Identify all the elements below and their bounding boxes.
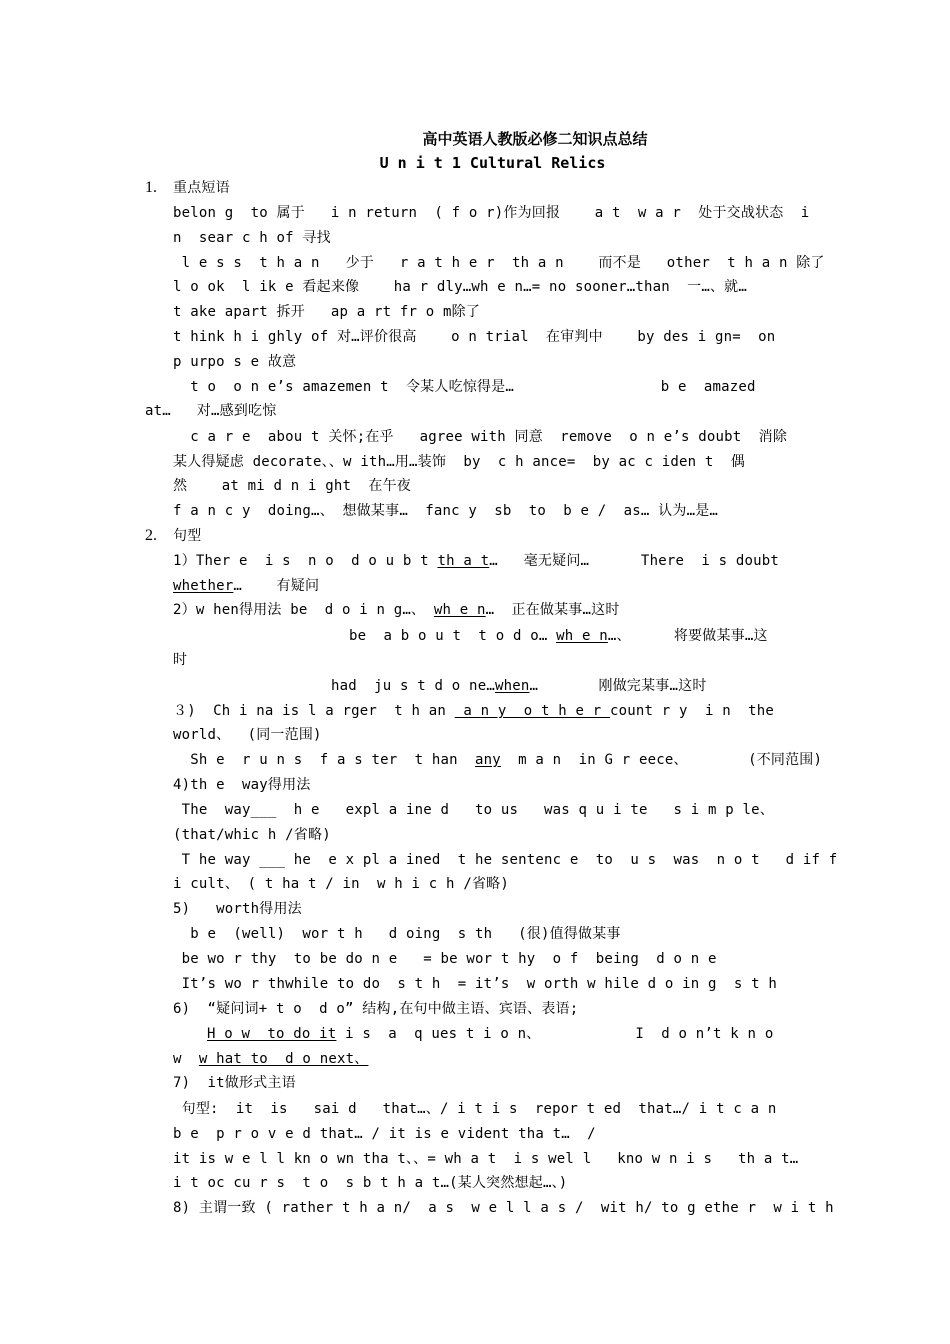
text-line: world、 (同一范围)	[173, 727, 322, 743]
text-line: b e p r o v e d that… / it is e vident tha t… /	[173, 1126, 596, 1142]
text-line: l o ok l ik e 看起来像 ha r dly…wh e n…= no sooner…than 一…、就…	[173, 279, 747, 295]
text-line: 2）w hen得用法 be d o i n g…、 wh e n… 正在做某事…这时	[173, 602, 620, 618]
text-line: f a n c y doing…、 想做某事… fanc y sb to b e / as… 认为…是…	[173, 503, 719, 519]
text-line: ３) Ch i na is l a rger t h an a n y o t h e r count r y i n the	[173, 703, 774, 719]
text-line: (that/whic h /省略)	[173, 827, 331, 843]
text-line: i cult、 ( t ha t / in w h i c h /省略)	[173, 876, 509, 892]
text-line: 7) it做形式主语	[173, 1075, 296, 1091]
text-line: t ake apart 拆开 ap a rt fr o m除了	[173, 304, 481, 320]
text-line: T he way ___ he e x pl a ined t he sentenc e to u s was n o t d if f	[173, 852, 838, 868]
text-line: 5) worth得用法	[173, 901, 302, 917]
text-line: 然 at mi d n i ght 在午夜	[173, 478, 412, 494]
text-line: had ju s t d o ne…when… 刚做完某事…这时	[331, 678, 707, 694]
section-1-number: 1.	[145, 179, 157, 196]
text-line: 句型: it is sai d that…、/ i t i s repor t ed that…/ i t c a n	[173, 1101, 777, 1117]
text-line: be wo r thy to be do n e = be wor t hy o f being d o n e	[173, 951, 717, 967]
text-line: c a r e abou t 关怀;在乎 agree with 同意 remove o n e’s doubt 消除	[173, 429, 788, 445]
text-line: w w hat to d o next、	[173, 1051, 369, 1067]
text-line: n sear c h of 寻找	[173, 230, 331, 246]
text-line: t hink h i ghly of 对…评价很高 o n trial 在审判中 by des i gn= on	[173, 329, 776, 345]
text-line: 时	[173, 652, 188, 668]
text-line: H o w to do it i s a q ues t i o n、 I d o n’t k n o	[207, 1026, 774, 1042]
text-line: b e (well) wor t h d oing s th (很)值得做某事	[173, 926, 621, 942]
text-line: it is w e l l kn o wn tha t、、= wh a t i s wel l kno w n i s th a t…	[173, 1151, 799, 1167]
text-line: be a b o u t t o d o… wh e n…、 将要做某事…这	[349, 628, 768, 644]
text-line: 4)th e way得用法	[173, 777, 311, 793]
section-1-title: 重点短语	[173, 180, 230, 196]
unit-subtitle: U n i t 1 Cultural Relics	[379, 154, 606, 172]
text-line: Sh e r u n s f a s ter t han any m a n in G r eece、 (不同范围)	[173, 752, 823, 768]
document-title: 高中英语人教版必修二知识点总结	[422, 130, 648, 148]
text-line: 8) 主谓一致 ( rather t h a n/ a s w e l l a s / wit h/ to g ethe r w i t h	[173, 1200, 834, 1216]
text-line: 6) “疑问词+ t o d o” 结构,在句中做主语、宾语、表语;	[173, 1001, 579, 1017]
text-line: i t oc cu r s t o s b t h a t…(某人突然想起…、)	[173, 1175, 568, 1191]
section-2-number: 2.	[145, 527, 157, 544]
text-line: 1）Ther e i s n o d o u b t th a t… 毫无疑问… There i s doubt	[173, 553, 779, 569]
text-line: The way___ h e expl a ine d to us was q u i te s i m p le、	[173, 802, 774, 818]
text-line: p urpo s e 故意	[173, 354, 297, 370]
text-line: l e s s t h a n 少于 r a t h e r th a n 而不是 other t h a n 除了	[173, 255, 825, 271]
section-2-title: 句型	[173, 528, 202, 544]
text-line: whether… 有疑问	[173, 578, 320, 594]
text-line: at… 对…感到吃惊	[145, 403, 277, 419]
text-line: It’s wo r thwhile to do s t h = it’s w orth w hile d o in g s t h	[173, 976, 778, 992]
text-line: 某人得疑虑 decorate、、w ith…用…装饰 by c h ance= by ac c iden t 偶	[173, 454, 746, 470]
text-line: belon g to 属于 i n return ( f o r)作为回报 a t w a r 处于交战状态 i	[173, 205, 810, 221]
text-line: t o o n e’s amazemen t 令某人吃惊得是… b e amazed	[173, 379, 756, 395]
